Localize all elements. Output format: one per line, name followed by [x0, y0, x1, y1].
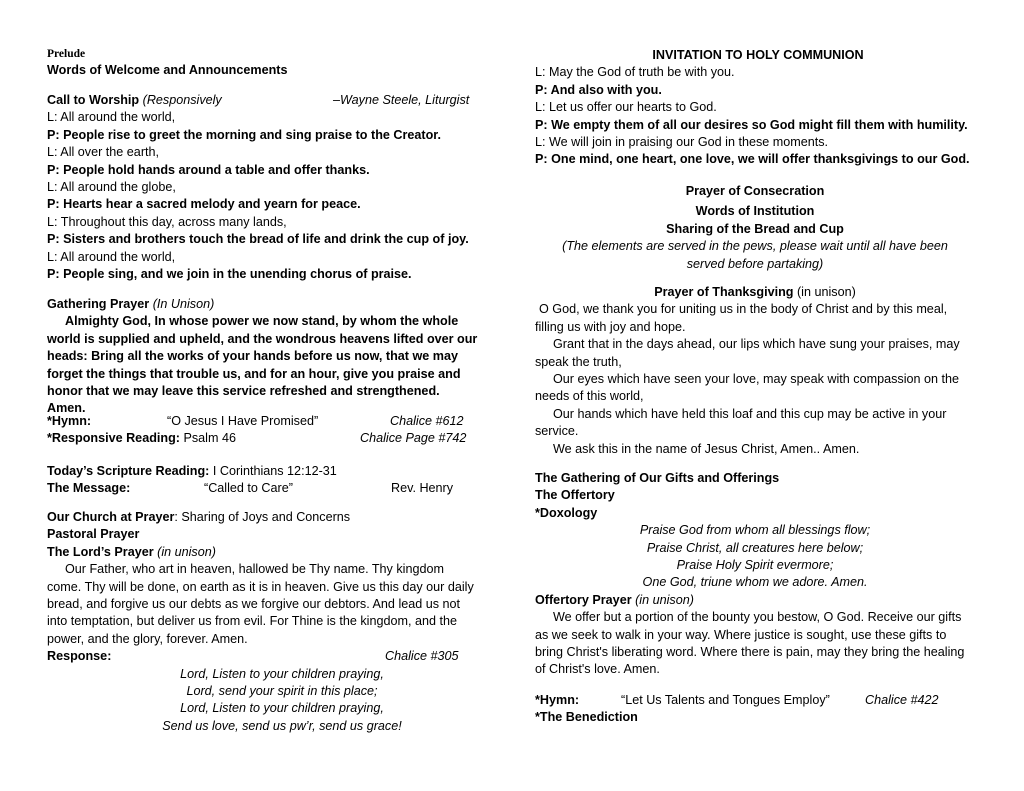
consecration-block	[535, 183, 975, 273]
hymn-title: “O Jesus I Have Promised”	[167, 414, 319, 428]
thanksgiving-paragraph-4: Our hands which have held this loaf and this cup may be active in your service.	[535, 406, 947, 439]
response-lines	[47, 666, 479, 736]
communion-line: P: And also with you.	[535, 82, 662, 97]
communion-line: L: Let us offer our hearts to God.	[535, 100, 717, 115]
call-to-worship-lines	[47, 109, 479, 283]
benediction-heading: *The Benediction	[535, 710, 638, 725]
communion-line: P: One mind, one heart, one love, we will offer thanksgivings to our God.	[535, 152, 970, 167]
call-line: P: People rise to greet the morning and sing praise to the Creator.	[47, 127, 441, 142]
communion-line: P: We empty them of all our desires so God might fill them with humility.	[535, 117, 968, 132]
gathering-prayer-title: Gathering Prayer	[47, 297, 150, 311]
communion-block	[535, 47, 975, 169]
doxology-line: Praise Holy Spirit evermore;	[676, 558, 834, 573]
church-prayer-block	[47, 509, 479, 735]
message-title: “Called to Care”	[204, 481, 293, 496]
gathering-prayer	[47, 296, 479, 418]
pastoral-prayer-heading: Pastoral Prayer	[47, 527, 140, 542]
offertory-heading: The Offertory	[535, 488, 615, 503]
scripture-block	[47, 463, 479, 498]
call-line: P: People sing, and we join in the unending chorus of praise.	[47, 267, 412, 282]
offerings-block	[535, 470, 975, 679]
offertory-prayer-text: We offer but a portion of the bounty you bestow, O God. Receive our gifts as we seek to walk in your way. Where justice is sought, use these gifts to bring Christ's liberating word. Where there is pain, may they bring the healing of Christ's love. Amen.	[535, 610, 965, 677]
response-row	[47, 648, 479, 665]
thanksgiving-title: Prayer of Thanksgiving	[654, 285, 794, 299]
scripture-row	[47, 463, 479, 480]
response-line: Lord, Listen to your children praying,	[180, 701, 384, 716]
responsive-reading-label: *Responsive Reading:	[47, 431, 180, 446]
call-line: L: All around the globe,	[47, 180, 176, 195]
scripture-text: I Corinthians 12:12-31	[212, 464, 337, 478]
response-line: Lord, send your spirit in this place;	[186, 684, 378, 699]
communion-lines	[535, 64, 975, 168]
thanksgiving-paragraph-5: We ask this in the name of Jesus Christ, Amen.. Amen.	[553, 441, 860, 456]
response-line: Send us love, send us pw’r, send us grace!	[162, 718, 402, 733]
hymn-ref: Chalice #612	[390, 414, 464, 428]
closing-hymn-title: “Let Us Talents and Tongues Employ”	[621, 693, 830, 707]
church-prayer-label: Our Church at Prayer	[47, 510, 175, 524]
communion-title: INVITATION TO HOLY COMMUNION	[652, 48, 864, 62]
hymn-reading-block	[47, 413, 479, 448]
scripture-label: Today’s Scripture Reading:	[47, 464, 210, 478]
offertory-prayer-title: Offertory Prayer	[535, 592, 632, 607]
call-line: L: All over the earth,	[47, 145, 160, 160]
doxology-line: Praise God from whom all blessings flow;	[639, 523, 871, 538]
response-label: Response:	[47, 649, 112, 664]
welcome-heading: Words of Welcome and Announcements	[47, 63, 288, 77]
hymn-label: *Hymn:	[47, 414, 92, 428]
institution-heading: Words of Institution	[695, 204, 815, 219]
responsive-reading-ref: Chalice Page #742	[360, 431, 467, 446]
call-line: P: Sisters and brothers touch the bread of life and drink the cup of joy.	[47, 232, 469, 247]
call-line: L: All around the world,	[47, 110, 176, 125]
liturgist-credit: –Wayne Steele, Liturgist	[333, 93, 470, 107]
prelude-heading: Prelude	[47, 48, 86, 60]
message-label: The Message:	[47, 481, 131, 496]
sharing-heading: Sharing of the Bread and Cup	[666, 221, 844, 236]
call-line: L: All around the world,	[47, 249, 176, 264]
doxology-heading: *Doxology	[535, 505, 598, 520]
call-line: P: Hearts hear a sacred melody and yearn for peace.	[47, 197, 361, 212]
gathering-prayer-text: Almighty God, In whose power we now stand, by whom the whole world is supplied and upheld, and the wondrous heavens lifted over our heads: Bring all the works of your hands before us now, that we may forget the things that trouble us, and for an hour, give you praise and honor that we may leave this service refreshed and strengthened. Amen.	[47, 314, 478, 416]
response-ref: Chalice #305	[385, 649, 459, 664]
closing-hymn-label: *Hymn:	[535, 693, 580, 707]
message-speaker: Rev. Henry	[391, 481, 454, 496]
communion-line: L: We will join in praising our God in these moments.	[535, 135, 829, 150]
doxology-line: One God, triune whom we adore. Amen.	[642, 575, 868, 590]
thanksgiving-paragraph-1: O God, we thank you for uniting us in the body of Christ and by this meal, filling us with joy and hope.	[535, 302, 948, 334]
thanksgiving-paragraph-2: Grant that in the days ahead, our lips which have sung your praises, may speak the truth,	[535, 337, 960, 369]
doxology-line: Praise Christ, all creatures here below;	[646, 540, 864, 555]
lords-prayer-title: The Lord’s Prayer	[47, 544, 154, 559]
thanksgiving-note: (in unison)	[793, 285, 856, 299]
offertory-prayer-note: (in unison)	[631, 592, 694, 607]
lords-prayer-text: Our Father, who art in heaven, hallowed be Thy name. Thy kingdom come. Thy will be done, on earth as it is in heaven. Give us this day our daily bread, and forgive us our debts as we forgive our debtors. And lead us not into temptation, but deliver us from evil. For Thine is the kingdom, and the power, and the glory, forever. Amen.	[47, 562, 474, 646]
closing-hymn-ref: Chalice #422	[865, 693, 939, 707]
call-line: P: People hold hands around a table and offer thanks.	[47, 162, 370, 177]
consecration-heading: Prayer of Consecration	[685, 184, 825, 198]
call-line: L: Throughout this day, across many lands,	[47, 214, 287, 229]
lords-prayer-note: (in unison)	[157, 544, 216, 559]
hymn-row-2	[535, 692, 975, 709]
closing-block	[535, 692, 975, 727]
thanksgiving-paragraph-3: Our eyes which have seen your love, may speak with compassion on the needs of this world,	[535, 372, 960, 404]
doxology-lines	[535, 522, 975, 592]
church-prayer-text: : Sharing of Joys and Concerns	[174, 510, 351, 524]
gathering-gifts-heading: The Gathering of Our Gifts and Offerings	[535, 471, 780, 485]
responsive-reading-row	[47, 430, 479, 447]
call-to-worship	[47, 92, 479, 283]
gathering-prayer-note: (In Unison)	[152, 297, 215, 311]
hymn-row-1	[47, 413, 479, 430]
thanksgiving-block	[535, 284, 975, 458]
call-to-worship-note: (Responsively	[142, 93, 222, 107]
sharing-note-line-1: (The elements are served in the pews, please wait until all have been	[562, 239, 948, 254]
call-to-worship-title: Call to Worship	[47, 93, 140, 107]
responsive-reading-text: Psalm 46	[183, 431, 236, 446]
communion-line: L: May the God of truth be with you.	[535, 65, 735, 80]
sharing-note-line-2: served before partaking)	[686, 256, 824, 271]
response-line: Lord, Listen to your children praying,	[180, 666, 384, 681]
message-row	[47, 480, 479, 497]
